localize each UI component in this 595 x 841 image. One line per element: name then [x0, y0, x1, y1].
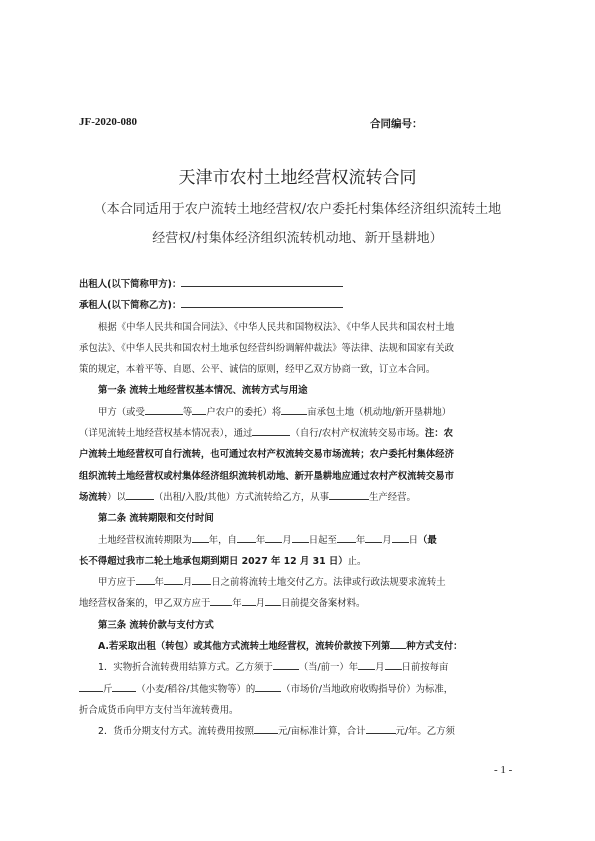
- text: 土地经营权流转期限为: [98, 534, 192, 546]
- text: 年: [232, 598, 242, 610]
- article-2-line-2: [79, 551, 519, 572]
- article-3-item-1-line-1: [79, 657, 519, 678]
- document-code: JF-2020-080: [79, 116, 138, 128]
- blank[interactable]: [210, 594, 232, 606]
- article-3-item-1-line-3: 折合成货币向甲方支付当年流转费用。: [79, 704, 239, 716]
- text: 月: [382, 534, 392, 546]
- blank[interactable]: [292, 531, 309, 543]
- text: 户农户的委托）将: [206, 406, 282, 418]
- article-1-line-5: [79, 487, 519, 508]
- article-2-line-1: [79, 530, 519, 551]
- blank[interactable]: [337, 531, 356, 543]
- blank[interactable]: [281, 403, 307, 415]
- blank[interactable]: [254, 722, 278, 734]
- text: 元/亩标准计算，合计: [277, 726, 366, 738]
- party-b-line: [79, 295, 519, 316]
- text: （市场价/当地政府收购指导价）为标准，: [281, 683, 454, 695]
- party-b-blank[interactable]: [181, 296, 343, 308]
- blank[interactable]: [192, 403, 206, 415]
- article-1-title: 第一条 流转土地经营权基本情况、流转方式与用途: [98, 385, 308, 397]
- text: 场流转: [79, 491, 108, 503]
- text: ）以: [107, 491, 126, 503]
- intro-line-2: 承包法》、《中华人民共和国农村土地承包经营纠纷调解仲裁法》等法律、法规和国家有关政: [79, 342, 454, 354]
- text: 种方式支付：: [406, 641, 463, 653]
- blank[interactable]: [358, 658, 375, 670]
- party-a-label: 出租人(以下简称甲方)：: [79, 279, 182, 290]
- blank[interactable]: [390, 637, 406, 649]
- party-a-line: [79, 274, 519, 295]
- document-subtitle-line-1: （本合同适用于农户流转土地经营权/农户委托村集体经济组织流转土地: [93, 202, 502, 217]
- text: A.若采取出租（转包）或其他方式流转土地经营权，流转价款按下列第: [98, 641, 391, 653]
- blank[interactable]: [192, 531, 209, 543]
- text: 生产经营。: [368, 491, 416, 503]
- party-a-blank[interactable]: [181, 275, 343, 287]
- blank[interactable]: [79, 680, 103, 692]
- text: 日前按每亩: [401, 662, 449, 674]
- text: 地经营权备案的，甲乙双方应于: [79, 598, 211, 610]
- text: （当/前一）年: [298, 662, 359, 674]
- blank[interactable]: [252, 424, 290, 436]
- blank[interactable]: [112, 680, 136, 692]
- blank[interactable]: [273, 658, 299, 670]
- text: 止。: [347, 555, 367, 567]
- document-title: 天津市农村土地经营权流转合同: [178, 168, 417, 188]
- text: 等: [182, 406, 193, 418]
- article-3-title: 第三条 流转价款与支付方式: [98, 619, 214, 631]
- article-1-line-4: 组织流转土地经营权或村集体经济组织流转机动地、新开垦耕地应通过农村产权流转交易市: [79, 470, 455, 482]
- text: 年: [355, 534, 366, 546]
- text: 日前提交备案材料。: [281, 598, 366, 610]
- article-3-item-2-line-1: [79, 721, 519, 742]
- contract-body: [79, 274, 519, 743]
- text: 年: [255, 534, 266, 546]
- page-number: - 1 -: [494, 764, 513, 776]
- text: 甲方（或受: [98, 406, 145, 418]
- text: 1．实物折合流转费用结算方式。乙方须于: [98, 662, 273, 674]
- contract-number-label: 合同编号：: [370, 118, 423, 130]
- article-1-line-2: [79, 423, 519, 444]
- blank[interactable]: [392, 531, 409, 543]
- blank[interactable]: [164, 573, 183, 585]
- intro-line-3: 策的规定，本着平等、自愿、公平、诚信的原则，经甲乙双方协商一致，订立本合同。: [79, 364, 436, 376]
- text: （详见流转土地经营权基本情况表），通过: [79, 428, 253, 440]
- intro-line-1: 根据《中华人民共和国合同法》、《中华人民共和国物权法》、《中华人民共和国农村土地: [98, 321, 455, 333]
- blank[interactable]: [237, 531, 256, 543]
- text: 斤: [103, 683, 113, 695]
- text: 年: [154, 577, 164, 589]
- blank[interactable]: [365, 531, 382, 543]
- article-2-line-4: [79, 593, 519, 614]
- blank[interactable]: [385, 658, 402, 670]
- blank[interactable]: [145, 403, 183, 415]
- text: 月: [375, 662, 385, 674]
- text: 日之前将流转土地交付乙方。法律或行政法规要求流转土: [211, 577, 446, 589]
- text: 日: [408, 534, 418, 546]
- blank[interactable]: [126, 488, 154, 500]
- text: 2．货币分期支付方式。流转费用按照: [98, 726, 254, 738]
- blank[interactable]: [329, 488, 369, 500]
- text: （自行/农村产权流转交易市场。: [290, 428, 425, 440]
- blank[interactable]: [366, 722, 396, 734]
- party-b-label: 承租人(以下简称乙方)：: [79, 300, 182, 312]
- article-1-line-1: [79, 402, 519, 423]
- text: （最: [418, 534, 437, 546]
- text: 月: [182, 577, 193, 589]
- article-2-title: 第二条 流转期限和交付时间: [98, 513, 214, 525]
- text: 年，自: [208, 534, 237, 546]
- blank[interactable]: [255, 680, 281, 692]
- article-1-line-3: 户流转土地经营权可自行流转，也可通过农村产权流转交易市场流转；农户委托村集体经济: [79, 449, 455, 461]
- text: 元/年。乙方须: [395, 726, 455, 738]
- text: （小麦/稻谷/其他实物等）的: [136, 683, 256, 695]
- article-3-item-1-line-2: [79, 679, 519, 700]
- blank[interactable]: [136, 573, 155, 585]
- text: 日起至: [308, 534, 337, 546]
- blank[interactable]: [265, 594, 281, 606]
- blank[interactable]: [192, 573, 211, 585]
- blank[interactable]: [265, 531, 282, 543]
- blank[interactable]: [242, 594, 256, 606]
- document-subtitle-line-2: 经营权/村集体经济组织流转机动地、新开垦耕地）: [152, 231, 443, 246]
- text: 亩承包土地（机动地/新开垦耕地）: [307, 406, 452, 418]
- text: （出租/入股/其他）方式流转给乙方，从事: [153, 491, 329, 503]
- text: 长不得超过我市二轮土地承包期到期日 2027 年 12 月 31 日）: [79, 555, 348, 567]
- article-3-section-a-title: [79, 636, 519, 657]
- text: 月: [282, 534, 292, 546]
- note-label: 注：农: [424, 428, 453, 440]
- text: 月: [255, 598, 266, 610]
- article-2-line-3: [79, 572, 519, 593]
- text: 甲方应于: [98, 577, 136, 589]
